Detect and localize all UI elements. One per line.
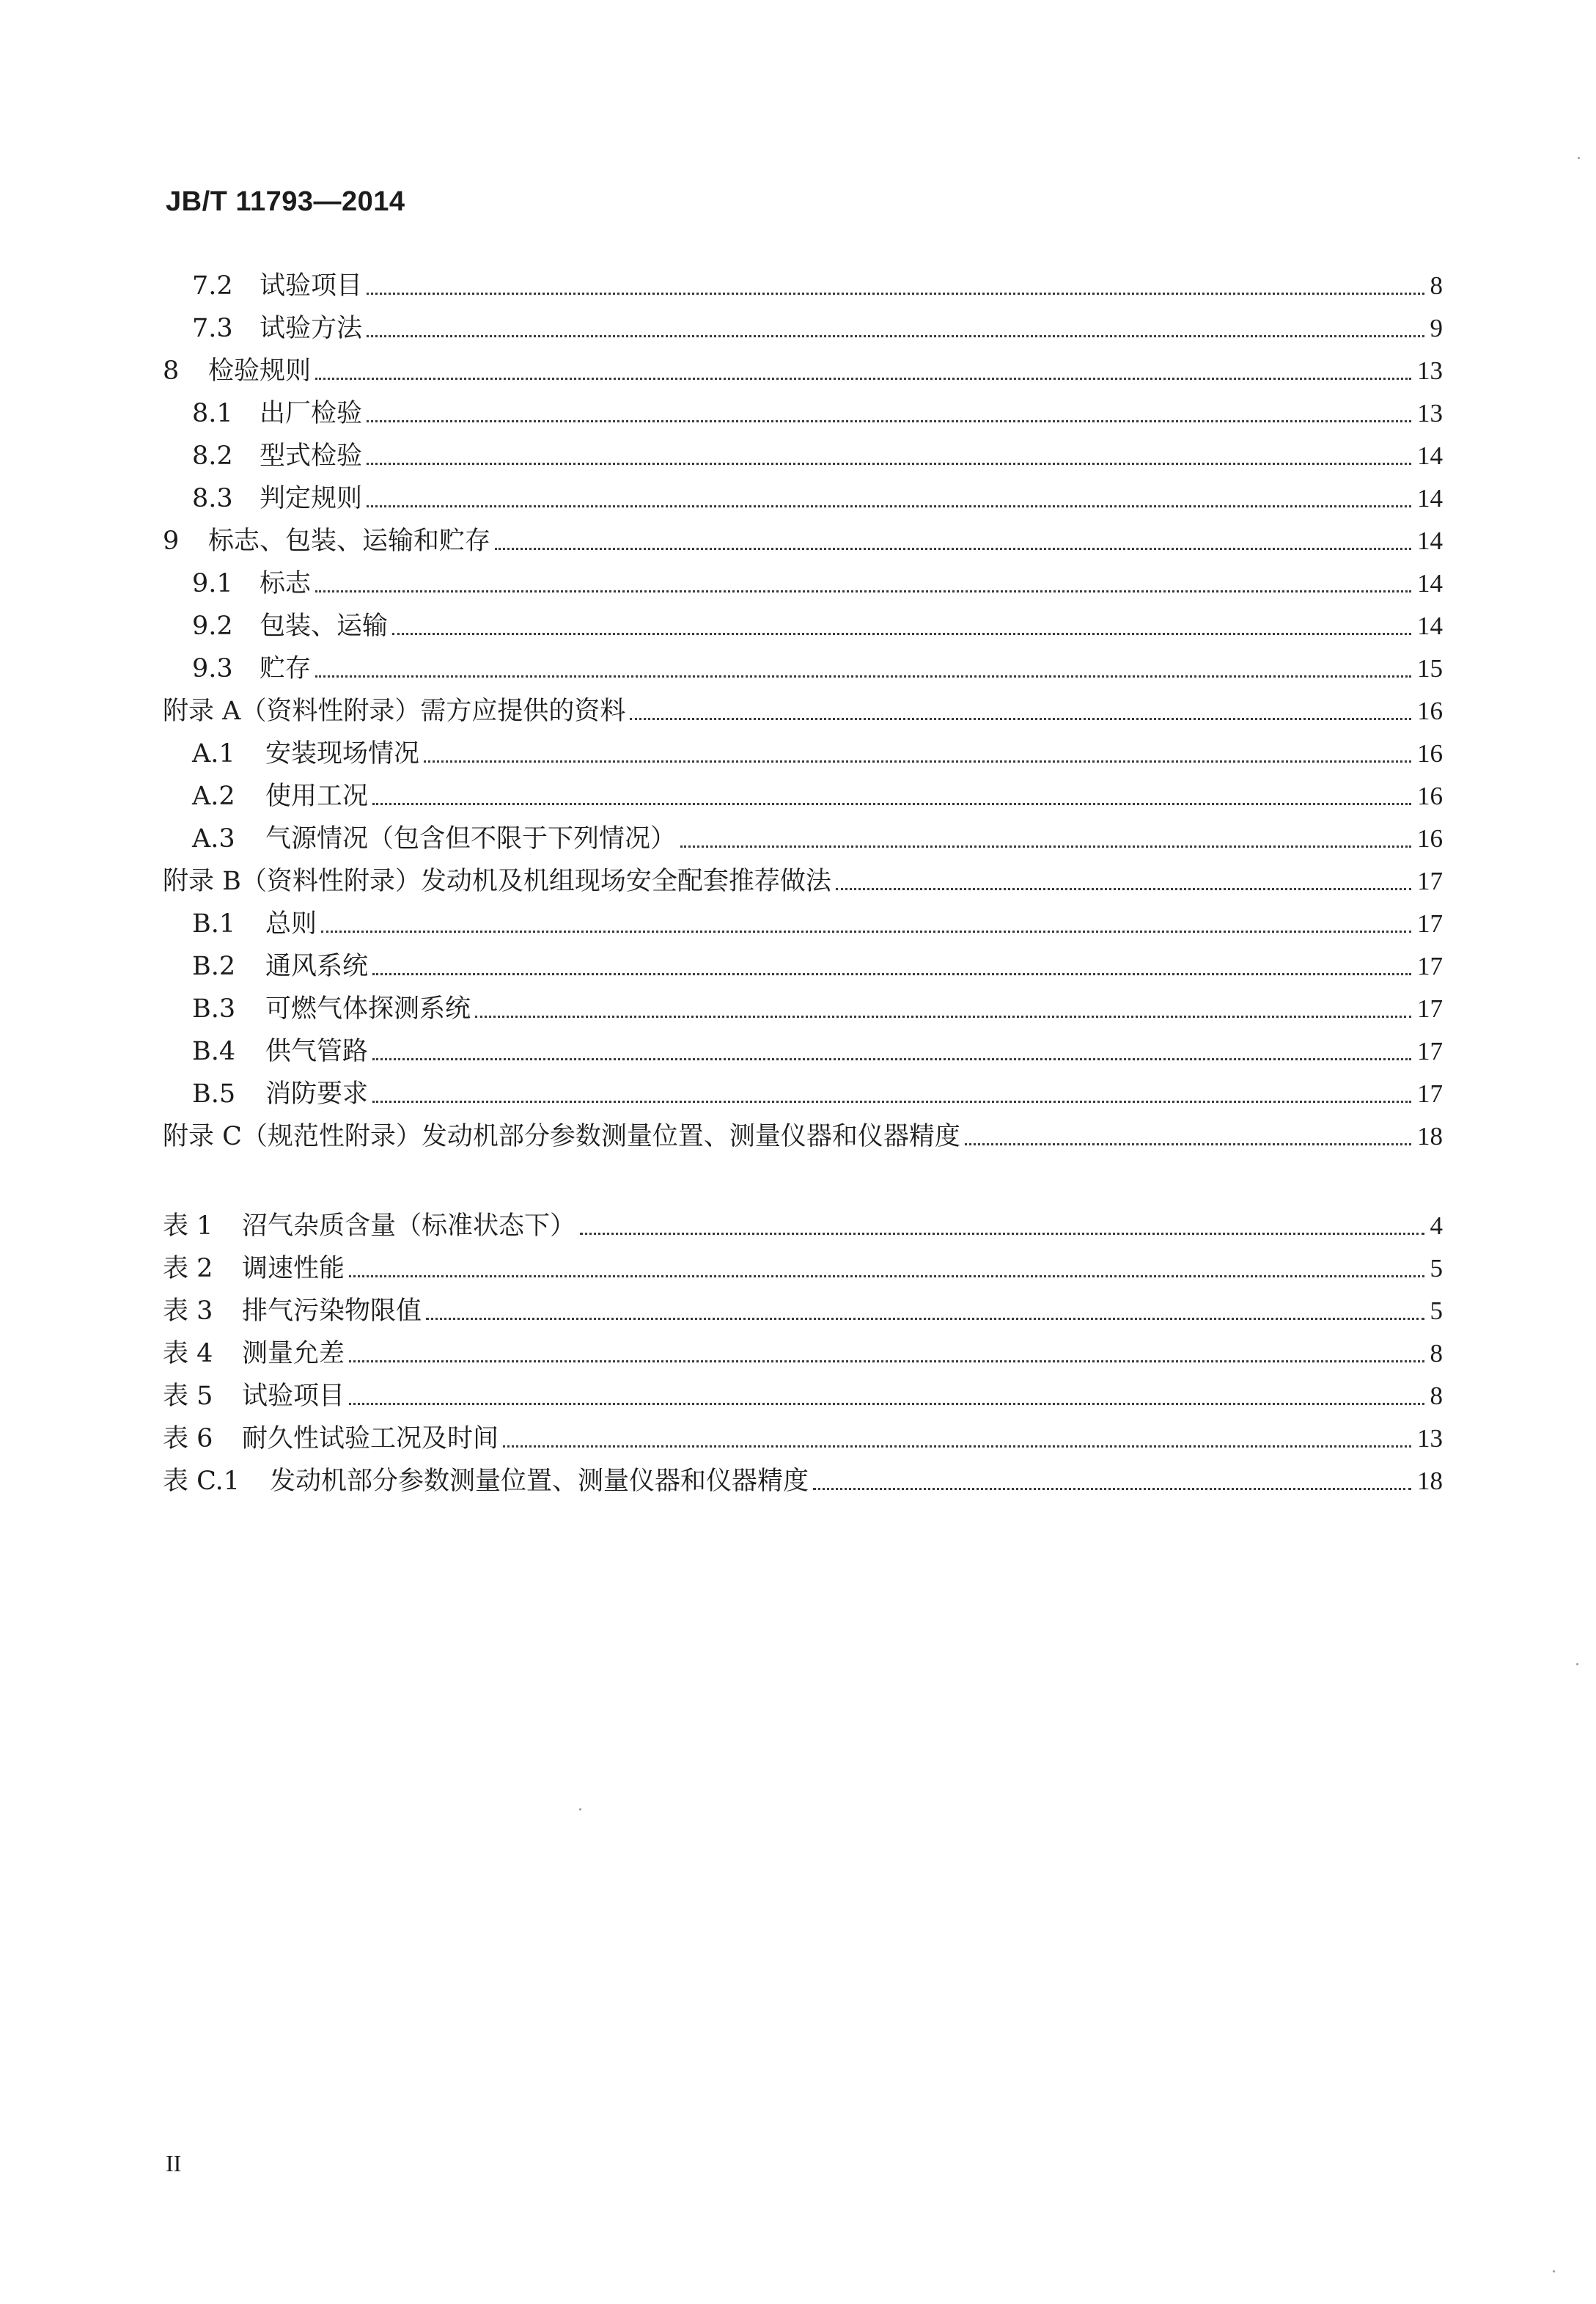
toc-entry-number: 9 (163, 527, 180, 556)
toc-entry-a-2[interactable] (163, 778, 1443, 815)
table-entry-1[interactable] (163, 1208, 1443, 1244)
toc-entry-title: 判定规则 (260, 484, 363, 513)
toc-entry-8-3[interactable] (163, 480, 1443, 517)
toc-entry-b-2[interactable] (163, 948, 1443, 985)
toc-entry-page: 13 (1417, 356, 1443, 385)
dot-leader (392, 632, 1411, 635)
table-entry-5[interactable] (163, 1378, 1443, 1415)
toc-entry-page: 16 (1417, 739, 1443, 768)
dot-leader (349, 1360, 1424, 1362)
table-entry-page: 8 (1430, 1339, 1443, 1368)
toc-entry-title: 试验方法 (260, 314, 363, 343)
toc-entry-8[interactable] (163, 353, 1443, 389)
toc-entry-9-1[interactable] (163, 565, 1443, 602)
dot-leader (580, 1232, 1424, 1235)
table-entry-c-1[interactable] (163, 1463, 1443, 1500)
toc-entry-title: 包装、运输 (260, 612, 389, 641)
table-entry-page: 4 (1430, 1211, 1443, 1240)
toc-entry-page: 16 (1417, 824, 1443, 853)
dot-leader (503, 1445, 1411, 1448)
toc-entry-number: 9.1 (192, 569, 233, 598)
toc-entry-annex-a[interactable] (163, 693, 1443, 730)
toc-entry-page: 16 (1417, 782, 1443, 810)
table-entry-title: 调速性能 (242, 1254, 345, 1283)
dot-leader (367, 292, 1424, 295)
dot-leader (315, 377, 1411, 380)
table-entry-6[interactable] (163, 1420, 1443, 1457)
dot-leader (372, 1100, 1411, 1103)
dot-leader (836, 887, 1411, 890)
toc-entry-title: 标志 (260, 569, 312, 598)
toc-entry-number: A.2 (192, 782, 235, 811)
toc-entry-title: 使用工况 (265, 782, 369, 811)
toc-entry-number: B.3 (192, 994, 236, 1024)
dot-leader (349, 1402, 1424, 1405)
dot-leader (315, 675, 1411, 678)
scan-speck (1578, 157, 1580, 159)
dot-leader (495, 547, 1411, 550)
table-entry-page: 5 (1430, 1296, 1443, 1325)
table-entry-page: 13 (1417, 1424, 1443, 1453)
dot-leader (367, 462, 1411, 465)
toc-entry-number: 7.3 (192, 314, 233, 343)
toc-entry-b-4[interactable] (163, 1033, 1443, 1070)
toc-entry-annex-b[interactable] (163, 863, 1443, 900)
toc-entry-7-3[interactable] (163, 310, 1443, 347)
scan-speck (1553, 2270, 1555, 2272)
toc-entry-page: 8 (1430, 271, 1443, 300)
dot-leader (426, 1317, 1424, 1320)
table-entry-title: 试验项目 (242, 1382, 345, 1411)
toc-entry-number: 8.1 (192, 399, 233, 428)
toc-entry-page: 18 (1417, 1122, 1443, 1151)
table-entry-page: 5 (1430, 1254, 1443, 1283)
toc-entry-title: 出厂检验 (260, 399, 363, 428)
toc-entry-page: 17 (1417, 909, 1443, 938)
table-entry-number: 表 5 (163, 1382, 213, 1411)
dot-leader (372, 802, 1411, 805)
table-entry-number: 表 C.1 (163, 1467, 240, 1496)
toc-entry-title: 型式检验 (260, 441, 363, 471)
standard-number: JB/T 11793—2014 (166, 186, 405, 217)
table-entry-number: 表 6 (163, 1424, 213, 1453)
table-entry-number: 表 4 (163, 1339, 213, 1368)
toc-entry-page: 17 (1417, 1079, 1443, 1108)
toc-entry-number: B.5 (192, 1079, 236, 1109)
toc-entry-number: 附录 A (163, 697, 241, 726)
dot-leader (367, 334, 1424, 337)
toc-entry-title: 贮存 (260, 654, 312, 683)
toc-entry-9[interactable] (163, 523, 1443, 560)
toc-entry-page: 15 (1417, 654, 1443, 683)
toc-entry-number: 8 (163, 356, 180, 386)
toc-entry-page: 14 (1417, 527, 1443, 555)
toc-entry-number: 7.2 (192, 271, 233, 301)
toc-entry-page: 14 (1417, 441, 1443, 470)
toc-entry-title: （资料性附录）发动机及机组现场安全配套推荐做法 (240, 867, 831, 896)
dot-leader (475, 1015, 1411, 1018)
dot-leader (315, 590, 1411, 592)
toc-entry-page: 14 (1417, 569, 1443, 598)
toc-entry-b-5[interactable] (163, 1076, 1443, 1112)
toc-entry-title: 安装现场情况 (265, 739, 420, 768)
toc-entry-title: 供气管路 (265, 1037, 369, 1066)
toc-entry-annex-c[interactable] (163, 1118, 1443, 1155)
toc-entry-title: 标志、包装、运输和贮存 (208, 527, 491, 556)
toc-entry-b-3[interactable] (163, 991, 1443, 1027)
scan-speck (1576, 1663, 1578, 1665)
toc-entry-9-2[interactable] (163, 608, 1443, 645)
table-entry-2[interactable] (163, 1250, 1443, 1287)
toc-entry-title: 气源情况（包含但不限于下列情况） (265, 824, 677, 854)
table-entry-title: 测量允差 (242, 1339, 345, 1368)
dot-leader (372, 972, 1411, 975)
toc-entry-number: 9.3 (192, 654, 233, 683)
table-entry-3[interactable] (163, 1293, 1443, 1329)
dot-leader (367, 505, 1411, 507)
toc-entry-number: 8.3 (192, 484, 233, 513)
toc-entry-number: B.2 (192, 952, 236, 981)
toc-entry-number: 8.2 (192, 441, 233, 471)
toc-entry-number: A.3 (192, 824, 235, 854)
dot-leader (424, 760, 1411, 763)
toc-entry-number: B.4 (192, 1037, 236, 1066)
toc-entry-page: 17 (1417, 1037, 1443, 1065)
table-entry-title: 沼气杂质含量（标准状态下） (242, 1211, 576, 1241)
toc-entry-number: 9.2 (192, 612, 233, 641)
table-entry-page: 18 (1417, 1467, 1443, 1495)
dot-leader (965, 1142, 1411, 1145)
toc-entry-a-1[interactable] (163, 735, 1443, 772)
page-number: II (166, 2150, 182, 2176)
toc-entry-8-1[interactable] (163, 395, 1443, 432)
table-entry-title: 耐久性试验工况及时间 (242, 1424, 499, 1453)
toc-entry-title: 通风系统 (265, 952, 369, 981)
table-entry-4[interactable] (163, 1335, 1443, 1372)
table-entry-title: 排气污染物限值 (242, 1296, 422, 1326)
toc-entry-page: 9 (1430, 314, 1443, 342)
toc-entry-page: 17 (1417, 867, 1443, 895)
toc-entry-page: 14 (1417, 484, 1443, 513)
toc-entry-title: 检验规则 (208, 356, 312, 386)
dot-leader (367, 419, 1411, 422)
dot-leader (372, 1057, 1411, 1060)
dot-leader (813, 1487, 1411, 1490)
dot-leader (321, 930, 1411, 933)
toc-entry-b-1[interactable] (163, 906, 1443, 942)
toc-entry-number: 附录 B (163, 867, 241, 896)
table-entry-title: 发动机部分参数测量位置、测量仪器和仪器精度 (270, 1467, 809, 1496)
toc-entry-title: （资料性附录）需方应提供的资料 (240, 697, 626, 726)
table-entry-page: 8 (1430, 1382, 1443, 1410)
toc-entry-number: A.1 (192, 739, 235, 768)
table-entry-number: 表 2 (163, 1254, 213, 1283)
dot-leader (630, 717, 1411, 720)
toc-entry-number: B.1 (192, 909, 236, 939)
table-entry-number: 表 1 (163, 1211, 213, 1241)
dot-leader (349, 1274, 1424, 1277)
toc-entry-title: 试验项目 (260, 271, 363, 301)
table-entry-number: 表 3 (163, 1296, 213, 1326)
toc-entry-8-2[interactable] (163, 438, 1443, 474)
toc-entry-title: 消防要求 (265, 1079, 369, 1109)
toc-entry-page: 14 (1417, 612, 1443, 640)
toc-entry-title: （规范性附录）发动机部分参数测量位置、测量仪器和仪器精度 (241, 1122, 960, 1151)
toc-entry-9-3[interactable] (163, 650, 1443, 687)
toc-entry-page: 17 (1417, 952, 1443, 980)
scan-speck (579, 1808, 581, 1810)
toc-entry-page: 17 (1417, 994, 1443, 1023)
toc-entry-7-2[interactable] (163, 268, 1443, 304)
toc-entry-a-3[interactable] (163, 821, 1443, 857)
dot-leader (680, 845, 1411, 848)
toc-entry-page: 13 (1417, 399, 1443, 428)
toc-entry-number: 附录 C (163, 1122, 242, 1151)
toc-entry-title: 可燃气体探测系统 (265, 994, 471, 1024)
toc-entry-title: 总则 (265, 909, 317, 939)
toc-entry-page: 16 (1417, 697, 1443, 725)
